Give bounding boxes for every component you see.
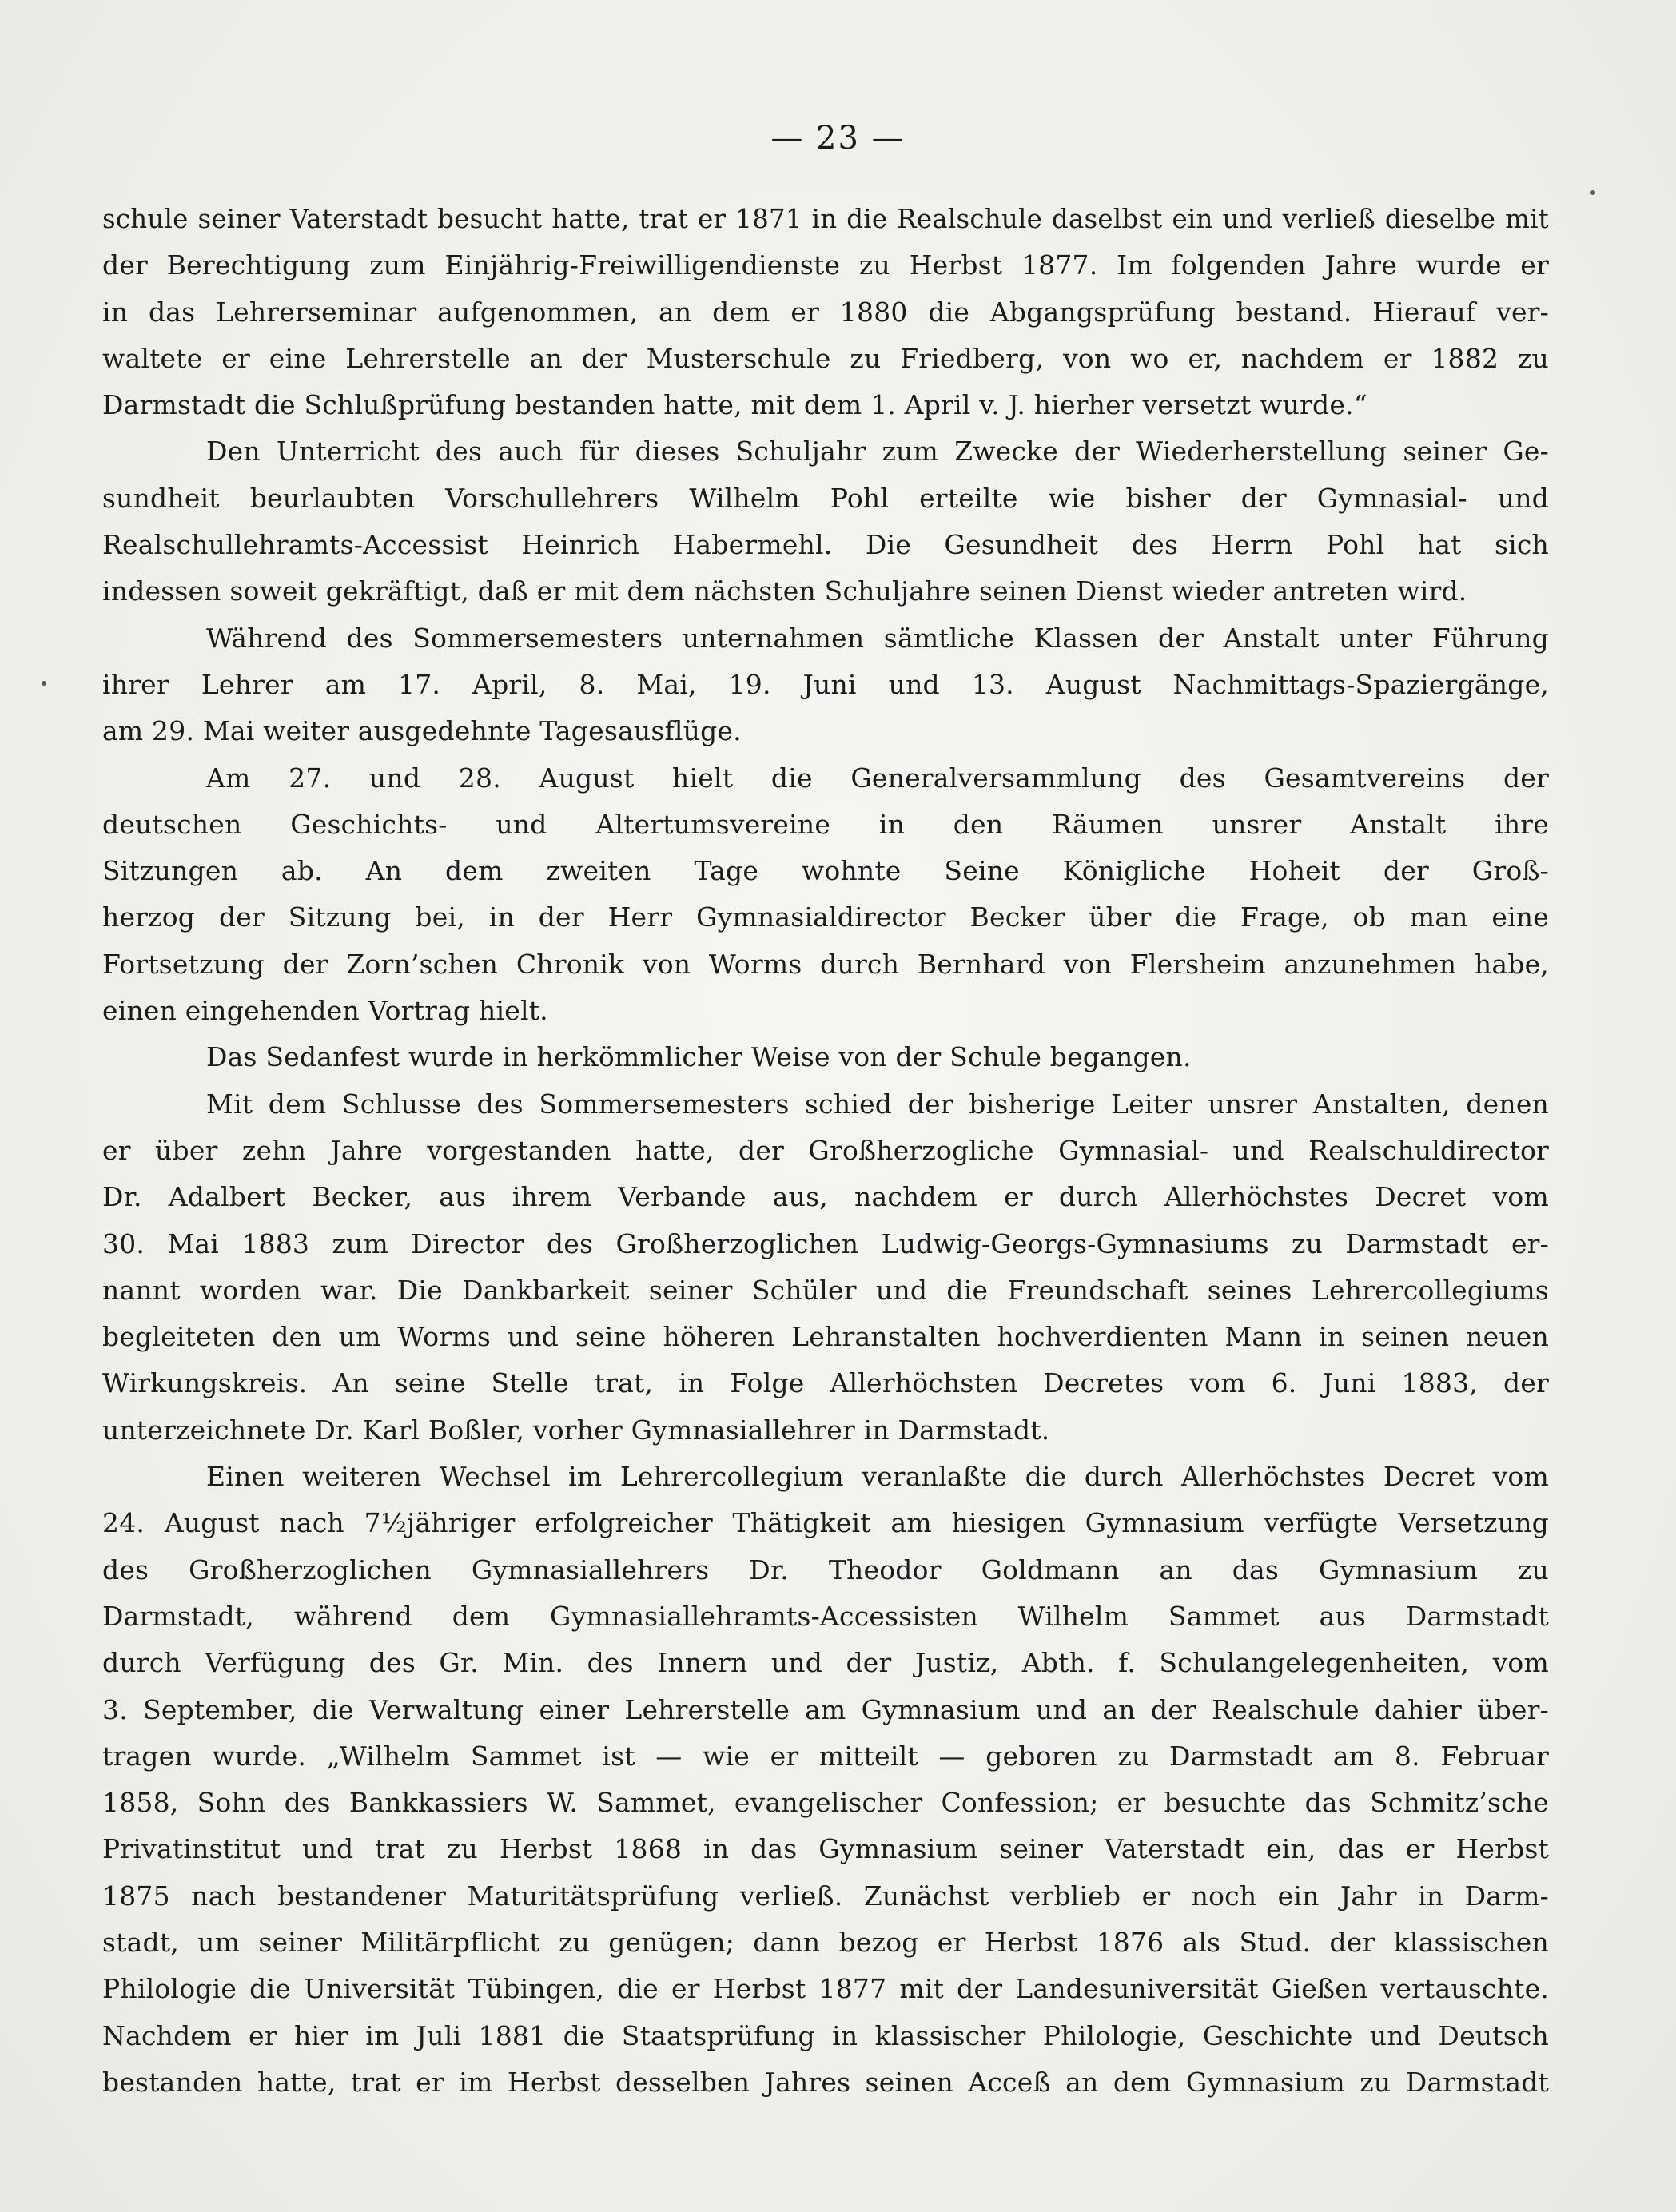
text-line: unterzeichnete Dr. Karl Boßler, vorher Gymnasiallehrer in Darmstadt. bbox=[102, 1414, 1050, 1446]
text-line: Das Sedanfest wurde in herkömmlicher Weise von der Schule begangen. bbox=[206, 1041, 1192, 1073]
text-line: einen eingehenden Vortrag hielt. bbox=[102, 995, 548, 1027]
text-line: der Berechtigung zum Einjährig-Freiwilligendienste zu Herbst 1877. Im folgenden Jahre wurde er bbox=[102, 249, 1549, 281]
text-line: indessen soweit gekräftigt, daß er mit dem nächsten Schuljahre seinen Dienst wieder antreten wird. bbox=[102, 575, 1467, 607]
text-line: Philologie die Universität Tübingen, die er Herbst 1877 mit der Landesuniversität Gießen vertauschte. bbox=[102, 1973, 1549, 2005]
text-line: Einen weiteren Wechsel im Lehrercollegium veranlaßte die durch Allerhöchstes Decret vom bbox=[206, 1461, 1549, 1493]
text-line: Dr. Adalbert Becker, aus ihrem Verbande aus, nachdem er durch Allerhöchstes Decret vom bbox=[102, 1181, 1549, 1213]
text-line: bestanden hatte, trat er im Herbst desselben Jahres seinen Acceß an dem Gymnasium zu Darmstadt bbox=[102, 2066, 1549, 2098]
text-line: tragen wurde. „Wilhelm Sammet ist — wie er mitteilt — geboren zu Darmstadt am 8. Februar bbox=[102, 1740, 1549, 1772]
text-line: 1858, Sohn des Bankkassiers W. Sammet, evangelischer Confession; er besuchte das Schmitz’sche bbox=[102, 1787, 1549, 1819]
text-line: 24. August nach 7½jähriger erfolgreicher Thätigkeit am hiesigen Gymnasium verfügte Versetzung bbox=[102, 1507, 1549, 1539]
text-line: Während des Sommersemesters unternahmen sämtliche Klassen der Anstalt unter Führung bbox=[206, 622, 1549, 654]
text-line: Wirkungskreis. An seine Stelle trat, in Folge Allerhöchsten Decretes vom 6. Juni 1883, der bbox=[102, 1367, 1549, 1399]
text-line: Privatinstitut und trat zu Herbst 1868 in das Gymnasium seiner Vaterstadt ein, das er Herbst bbox=[102, 1833, 1549, 1865]
text-line: am 29. Mai weiter ausgedehnte Tagesausflüge. bbox=[102, 715, 742, 747]
text-line: Den Unterricht des auch für dieses Schuljahr zum Zwecke der Wiederherstellung seiner Ge- bbox=[206, 436, 1549, 467]
text-line: deutschen Geschichts- und Altertumsvereine in den Räumen unsrer Anstalt ihre bbox=[102, 808, 1549, 840]
text-line: ihrer Lehrer am 17. April, 8. Mai, 19. Juni und 13. August Nachmittags-Spaziergänge, bbox=[102, 668, 1549, 700]
body-text bbox=[102, 196, 1549, 2106]
text-line: Realschullehramts-Accessist Heinrich Habermehl. Die Gesundheit des Herrn Pohl hat sich bbox=[102, 529, 1549, 561]
margin-mark bbox=[42, 681, 46, 686]
text-line: 3. September, die Verwaltung einer Lehrerstelle am Gymnasium und an der Realschule dahier über- bbox=[102, 1693, 1549, 1725]
page-number: — 23 — bbox=[770, 120, 906, 157]
text-line: Darmstadt, während dem Gymnasiallehramts-Accessisten Wilhelm Sammet aus Darmstadt bbox=[102, 1600, 1549, 1632]
text-line: herzog der Sitzung bei, in der Herr Gymnasialdirector Becker über die Frage, ob man eine bbox=[102, 901, 1549, 933]
text-line: er über zehn Jahre vorgestanden hatte, der Großherzogliche Gymnasial- und Realschuldirector bbox=[102, 1134, 1549, 1166]
margin-mark bbox=[1590, 190, 1595, 195]
text-line: Nachdem er hier im Juli 1881 die Staatsprüfung in klassischer Philologie, Geschichte und Deutsch bbox=[102, 2019, 1549, 2051]
text-line: Sitzungen ab. An dem zweiten Tage wohnte Seine Königliche Hoheit der Groß- bbox=[102, 855, 1549, 887]
text-line: Fortsetzung der Zorn’schen Chronik von Worms durch Bernhard von Flersheim anzunehmen habe, bbox=[102, 948, 1549, 980]
text-line: nannt worden war. Die Dankbarkeit seiner Schüler und die Freundschaft seines Lehrercollegiums bbox=[102, 1274, 1549, 1306]
text-line: Mit dem Schlusse des Sommersemesters schied der bisherige Leiter unsrer Anstalten, denen bbox=[206, 1088, 1549, 1120]
text-line: des Großherzoglichen Gymnasiallehrers Dr. Theodor Goldmann an das Gymnasium zu bbox=[102, 1554, 1549, 1585]
text-line: waltete er eine Lehrerstelle an der Musterschule zu Friedberg, von wo er, nachdem er 1882 zu bbox=[102, 342, 1549, 374]
text-line: begleiteten den um Worms und seine höheren Lehranstalten hochverdienten Mann in seinen neuen bbox=[102, 1321, 1549, 1353]
text-line: Darmstadt die Schlußprüfung bestanden hatte, mit dem 1. April v. J. hierher versetzt wurde.“ bbox=[102, 389, 1367, 421]
text-line: 1875 nach bestandener Maturitätsprüfung verließ. Zunächst verblieb er noch ein Jahr in Darm- bbox=[102, 1880, 1549, 1912]
text-line: 30. Mai 1883 zum Director des Großherzoglichen Ludwig-Georgs-Gymnasiums zu Darmstadt er- bbox=[102, 1227, 1549, 1259]
text-line: Am 27. und 28. August hielt die Generalversammlung des Gesamtvereins der bbox=[206, 762, 1549, 794]
text-line: sundheit beurlaubten Vorschullehrers Wilhelm Pohl erteilte wie bisher der Gymnasial- und bbox=[102, 482, 1549, 514]
text-line: schule seiner Vaterstadt besucht hatte, trat er 1871 in die Realschule daselbst ein und verließ dieselbe mit bbox=[102, 204, 1549, 234]
text-line: stadt, um seiner Militärpflicht zu genügen; dann bezog er Herbst 1876 als Stud. der klassischen bbox=[102, 1926, 1549, 1958]
text-line: in das Lehrerseminar aufgenommen, an dem er 1880 die Abgangsprüfung bestand. Hierauf ver- bbox=[102, 296, 1549, 328]
text-line: durch Verfügung des Gr. Min. des Innern und der Justiz, Abth. f. Schulangelegenheiten, vom bbox=[102, 1647, 1549, 1679]
